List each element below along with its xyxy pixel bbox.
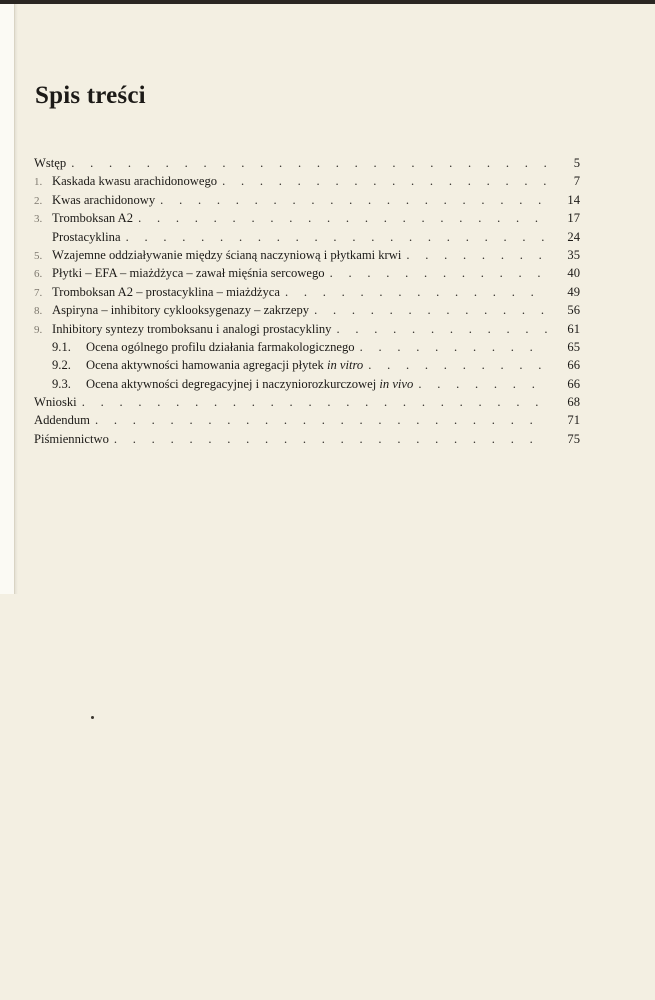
toc-entry-text: Piśmiennictwo (34, 431, 109, 446)
toc-entry-title (34, 285, 280, 300)
toc-entry-title (34, 377, 413, 392)
dot-leader (160, 193, 548, 208)
page-top-edge (0, 0, 655, 4)
toc-entry (34, 303, 580, 321)
toc-entry-title (34, 340, 355, 355)
toc-entry (34, 340, 580, 358)
dot-leader (222, 174, 548, 189)
toc-page-number: 14 (567, 192, 580, 207)
dot-leader (336, 322, 548, 337)
toc-entry-number: 9.1. (52, 339, 71, 354)
toc-page-number: 66 (567, 376, 580, 391)
toc-entry-title (34, 322, 331, 337)
toc-entry (34, 230, 580, 248)
toc-entry-number: 9.3. (52, 376, 71, 391)
toc-entry-title (34, 303, 309, 318)
toc-page-number: 71 (567, 413, 580, 428)
toc-entry-title (34, 211, 133, 226)
toc-page-number: 61 (567, 321, 580, 336)
toc-page-number: 56 (567, 303, 580, 318)
dot-leader (82, 395, 548, 410)
dot-leader (285, 285, 548, 300)
toc-entry (34, 156, 580, 174)
toc-page-number: 75 (567, 431, 580, 446)
toc-entry-text: Addendum (34, 413, 90, 428)
toc-entry-title (34, 413, 90, 428)
dot-leader (95, 413, 548, 428)
toc-page-number: 24 (567, 229, 580, 244)
toc-entry-number: 8. (34, 305, 43, 318)
toc-entry-title (34, 395, 77, 410)
toc-page-number: 65 (567, 339, 580, 354)
toc-entry (34, 248, 580, 266)
adjacent-page-edge (0, 4, 15, 594)
table-of-contents (34, 156, 580, 450)
toc-entry-number: 3. (34, 213, 43, 226)
toc-entry (34, 358, 580, 376)
dot-leader (418, 377, 548, 392)
toc-entry-text: Płytki – EFA – miażdżyca – zawał mięśnia sercowego (52, 266, 325, 281)
toc-entry-text: Ocena aktywności degregacyjnej i naczyniorozkurczowej (86, 376, 377, 391)
toc-entry-text: Tromboksan A2 – prostacyklina – miażdżyca (52, 284, 280, 299)
toc-page-number: 66 (567, 358, 580, 373)
toc-entry-text: Ocena aktywności hamowania agregacji płytek (86, 358, 324, 373)
toc-entry-text: Prostacyklina (52, 229, 121, 244)
dot-leader (314, 303, 548, 318)
page-fold-shadow (15, 4, 18, 594)
toc-entry-number: 9.2. (52, 358, 71, 373)
toc-entry-italic-text: in vivo (379, 376, 414, 391)
toc-entry-title (34, 266, 325, 281)
dot-leader (406, 248, 548, 263)
toc-entry-text: Tromboksan A2 (52, 211, 134, 226)
toc-page-number: 17 (567, 211, 580, 226)
toc-entry (34, 266, 580, 284)
toc-entry (34, 193, 580, 211)
toc-entry-number: 7. (34, 286, 43, 299)
toc-page-number: 68 (567, 395, 580, 410)
dot-leader (330, 266, 548, 281)
toc-entry-text: Kwas arachidonowy (52, 192, 156, 207)
dot-leader (126, 230, 548, 245)
toc-page-number: 40 (567, 266, 580, 281)
toc-entry-text: Wzajemne oddziaływanie między ścianą naczyniową i płytkami krwi (52, 247, 402, 262)
toc-entry-number: 1. (34, 176, 43, 189)
toc-entry-title (34, 174, 217, 189)
toc-entry-title (34, 248, 401, 263)
page-title: Spis treści (35, 82, 146, 109)
toc-entry (34, 211, 580, 229)
toc-entry-title (34, 230, 121, 245)
dot-leader (368, 358, 548, 373)
toc-entry-italic-text: in vitro (326, 358, 364, 373)
toc-entry (34, 395, 580, 413)
toc-entry-title (34, 193, 155, 208)
toc-entry (34, 322, 580, 340)
toc-page-number: 5 (573, 156, 580, 170)
toc-entry-number: 6. (34, 268, 43, 281)
toc-page-number: 35 (567, 247, 580, 262)
toc-entry-title (34, 432, 109, 447)
toc-entry (34, 174, 580, 192)
toc-entry-text: Kaskada kwasu arachidonowego (52, 174, 218, 189)
dot-leader (138, 211, 548, 226)
toc-entry-title (34, 358, 363, 373)
dot-leader (360, 340, 548, 355)
dot-leader (114, 432, 548, 447)
toc-entry-text: Aspiryna – inhibitory cyklooksygenazy – zakrzepy (52, 303, 310, 318)
toc-entry-title (34, 156, 66, 171)
toc-entry-text: Inhibitory syntezy tromboksanu i analogi prostacykliny (52, 321, 332, 336)
toc-entry (34, 285, 580, 303)
toc-entry-number: 9. (34, 323, 43, 336)
toc-entry-text: Wnioski (34, 395, 77, 410)
print-speck (91, 716, 94, 719)
toc-entry (34, 413, 580, 431)
toc-entry-number: 5. (34, 249, 43, 262)
toc-entry (34, 377, 580, 395)
dot-leader (71, 156, 548, 171)
toc-entry (34, 432, 580, 450)
toc-page-number: 7 (573, 174, 580, 189)
toc-entry-number: 2. (34, 194, 43, 207)
toc-entry-text: Wstęp (34, 156, 67, 170)
toc-entry-text: Ocena ogólnego profilu działania farmakologicznego (86, 339, 355, 354)
toc-page-number: 49 (567, 284, 580, 299)
